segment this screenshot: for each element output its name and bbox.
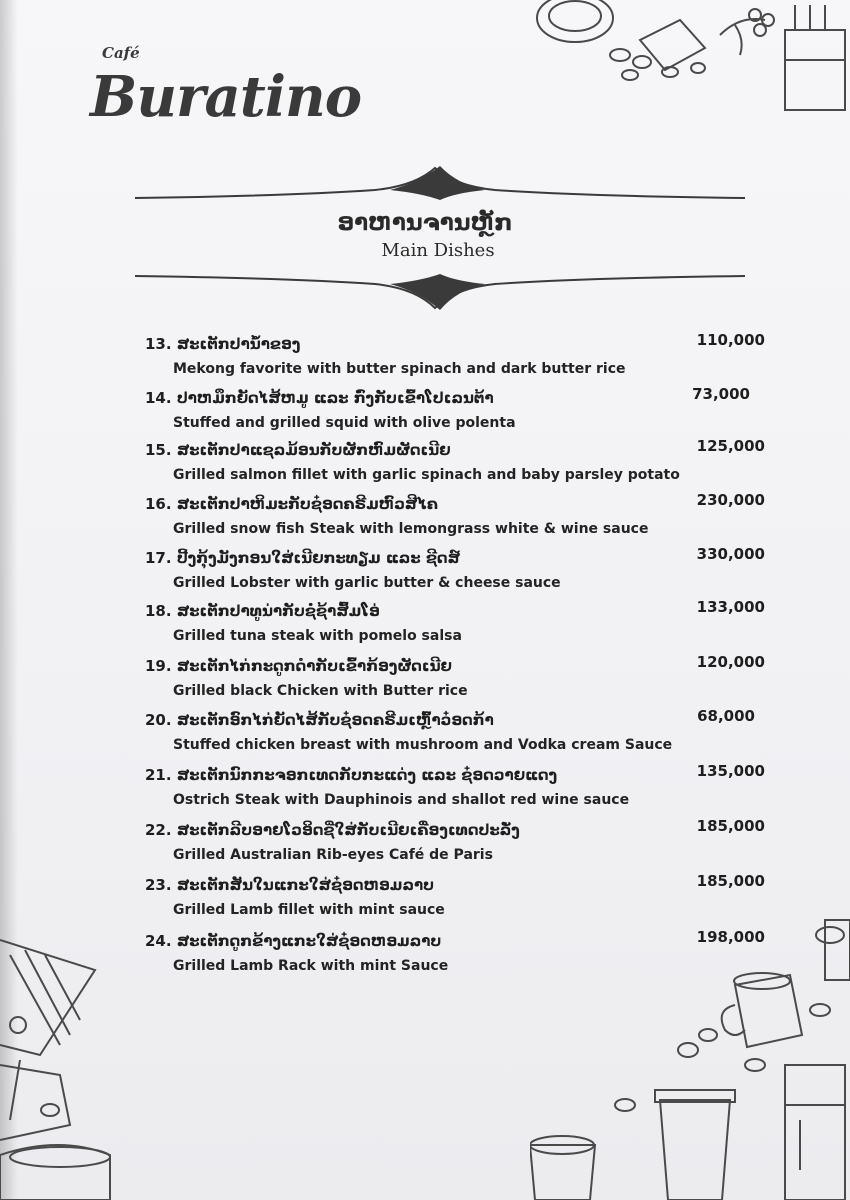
- item-name-lao: ສະເຕັກໄກ່ກະດູກດຳກັບເຂົ້າກ້ອງຜັດເນີຍ: [176, 657, 452, 675]
- item-name-lao: ສະເຕັກນົກກະຈອກເທດກັບກະແດ່ງ ແລະ ຊ໋ອດວາຍແດງ: [176, 766, 558, 784]
- menu-item-name: [145, 335, 300, 353]
- item-name-lao: ສະເຕັກອົກໄກ່ຍັດໄສ້ກັບຊ໋ອດຄຣີມເຫຼົ້າວ໋ອດກ້າ: [176, 711, 494, 729]
- menu-item-description: Stuffed chicken breast with mushroom and Vodka cream Sauce: [173, 737, 673, 753]
- menu-item-name: [145, 549, 460, 567]
- menu-item: [145, 653, 765, 707]
- menu-item-name: [145, 602, 380, 620]
- menu-item-description: Grilled Lamb fillet with mint sauce: [173, 902, 445, 918]
- menu-item-price: 330,000: [696, 545, 765, 563]
- item-number: 20.: [145, 711, 172, 729]
- menu-item-price: 185,000: [696, 872, 765, 890]
- menu-item-price: 135,000: [696, 762, 765, 780]
- menu-item-name: [145, 711, 494, 729]
- ornament-divider-bottom-icon: [135, 268, 745, 318]
- menu-item-description: Grilled Australian Rib-eyes Café de Paris: [173, 847, 493, 863]
- section-title-lao: ອາຫານຈານຫຼັກ: [337, 210, 513, 236]
- menu-item-price: 73,000: [692, 385, 750, 403]
- item-number: 19.: [145, 657, 172, 675]
- menu-item-price: 68,000: [697, 707, 755, 725]
- item-number: 22.: [145, 821, 172, 839]
- menu-item-description: Mekong favorite with butter spinach and dark butter rice: [173, 361, 626, 377]
- menu-item: [145, 598, 765, 652]
- menu-item-name: [145, 657, 452, 675]
- menu-item-name: [145, 495, 438, 513]
- item-number: 17.: [145, 549, 172, 567]
- menu-item-price: 133,000: [696, 598, 765, 616]
- ornament-divider-top-icon: [135, 160, 745, 210]
- menu-item-description: Grilled Lamb Rack with mint Sauce: [173, 958, 449, 974]
- menu-item-description: Grilled snow fish Steak with lemongrass white & wine sauce: [173, 521, 649, 537]
- menu-item-name: [145, 441, 451, 459]
- menu-item-name: [145, 821, 520, 839]
- menu-item-description: Grilled Lobster with garlic butter & cheese sauce: [173, 575, 561, 591]
- menu-item-price: 185,000: [696, 817, 765, 835]
- menu-item: [145, 437, 765, 491]
- item-name-lao: ປີ້ງກຸ້ງມັງກອນໃສ່ເນີຍກະທຽມ ແລະ ຊີດສ໌: [176, 549, 461, 567]
- item-number: 24.: [145, 932, 172, 950]
- item-number: 18.: [145, 602, 172, 620]
- menu-item-description: Grilled salmon fillet with garlic spinach and baby parsley potato: [173, 467, 680, 483]
- section-title-en: Main Dishes: [381, 240, 495, 261]
- item-name-lao: ສະເຕັກປາແຊລມ້ອນກັບຜັກຫົມຜັດເນີຍ: [176, 441, 451, 459]
- item-name-lao: ສະເຕັກດູກຂ້າງແກະໃສ່ຊ໋ອດຫອມລາບ: [176, 932, 442, 950]
- logo-buratino-text: Buratino: [90, 64, 362, 130]
- menu-item-price: 110,000: [696, 331, 765, 349]
- coffee-doodle-top-icon: [530, 0, 850, 120]
- menu-item: [145, 331, 765, 385]
- menu-item: [145, 707, 765, 761]
- item-name-lao: ປາຫມຶກຍັດໄສ້ຫມູ ແລະ ກົ່ງກັບເຂົ້າໂປເລນຕ້າ: [176, 389, 494, 407]
- item-number: 13.: [145, 335, 172, 353]
- menu-item: [145, 385, 765, 439]
- logo-cafe-text: Café: [102, 44, 140, 62]
- item-number: 16.: [145, 495, 172, 513]
- coffee-cups-icon: [530, 915, 850, 1200]
- item-number: 23.: [145, 876, 172, 894]
- menu-item-price: 230,000: [696, 491, 765, 509]
- menu-item-name: [145, 932, 441, 950]
- item-name-lao: ສະເຕັກປານ້ຳຂອງ: [176, 335, 301, 353]
- menu-item-price: 125,000: [696, 437, 765, 455]
- item-number: 14.: [145, 389, 172, 407]
- menu-item-price: 198,000: [696, 928, 765, 946]
- coffee-grinder-icon: [0, 925, 160, 1200]
- menu-item-name: [145, 766, 557, 784]
- menu-item: [145, 762, 765, 816]
- item-name-lao: ສະເຕັກສັນໃນແກະໃສ່ຊ໋ອດຫອມລາບ: [176, 876, 435, 894]
- menu-item-description: Ostrich Steak with Dauphinois and shallot red wine sauce: [173, 792, 630, 808]
- menu-item-name: [145, 389, 494, 407]
- menu-item: [145, 545, 765, 599]
- item-name-lao: ສະເຕັກປາຫິມະກັບຊ໋ອດຄຣີມຫົວສີໄຄ: [176, 495, 439, 513]
- menu-item: [145, 817, 765, 871]
- menu-item-description: Stuffed and grilled squid with olive polenta: [173, 415, 516, 431]
- item-number: 15.: [145, 441, 172, 459]
- menu-item: [145, 491, 765, 545]
- item-name-lao: ສະເຕັກລີບອາຍໂວອິດຊີ່ໃສ່ກັບເນີຍເຄື່ອງເທດປະລັ່ງ: [176, 821, 520, 839]
- item-number: 21.: [145, 766, 172, 784]
- item-name-lao: ສະເຕັກປາທູນ່າກັບຊໍ່ຊ້າສົ້ມໂອ່: [176, 602, 380, 620]
- menu-item-name: [145, 876, 434, 894]
- menu-item-description: Grilled tuna steak with pomelo salsa: [173, 628, 462, 644]
- menu-item-price: 120,000: [696, 653, 765, 671]
- menu-item-description: Grilled black Chicken with Butter rice: [173, 683, 468, 699]
